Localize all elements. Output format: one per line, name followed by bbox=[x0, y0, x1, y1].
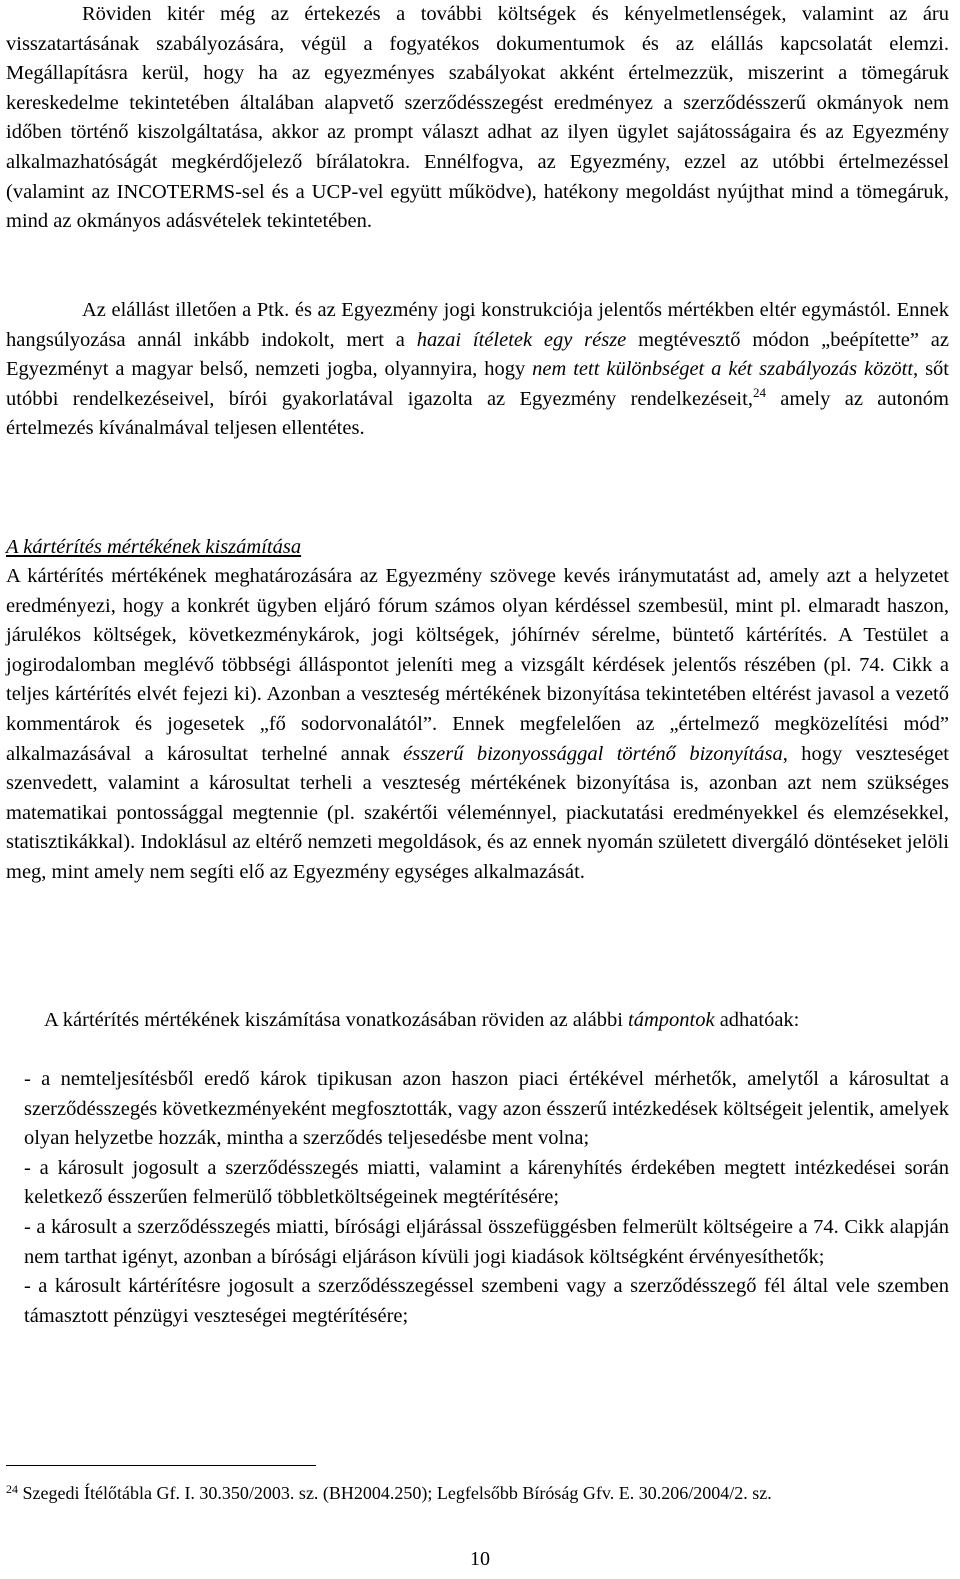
list-item: - a károsult jogosult a szerződésszegés miatti, valamint a kárenyhítés érdekében megtett intézkedései során keletkező ésszerűen felmerülő többletköltségeinek megtérítésére; bbox=[24, 1156, 949, 1209]
emphasis-tampontok: támpontok bbox=[628, 1009, 715, 1031]
list-item: - a károsult a szerződésszegés miatti, bírósági eljárással összefüggésben felmerült költségeire a 74. Cikk alapján nem tarthat igényt, azonban a bírósági eljáráson kívüli jogi kiadások költségként érvényesíthetők; bbox=[24, 1215, 949, 1268]
emphasis-nem-tett-kulonbseget: nem tett különbséget a két szabályozás között bbox=[532, 358, 914, 381]
paragraph-intro: Röviden kitér még az értekezés a további költségek és kényelmetlenségek, valamint az áru visszatartásának szabályozására, végül a fogyatékos dokumentumok és az elállás kapcsolatát elemzi. Megállapításra kerül, hogy ha az egyezményes szabályokat akként értelmezzük, miszerint a tömegáruk kereskedelme tekintetében általában alapvető szerződésszegést eredményez a szerződésszerű okmányok nem időben történő kiszolgáltatása, akkor az prompt választ adhat az ilyen ügylet sajátosságaira és az Egyezmény alkalmazhatóságát megkérdőjelező bírálatokra. Ennélfogva, az Egyezmény, ezzel az utóbbi értelmezéssel (valamint az INCOTERMS-sel és a UCP-vel együtt működve), hatékony megoldást nyújthat mind a tömegáruk, mind az okmányos adásvételek tekintetében. bbox=[6, 3, 949, 233]
section-title: A kártérítés mértékének kiszámítása bbox=[6, 536, 302, 558]
list-item: - a károsult kártérítésre jogosult a szerződésszegéssel szembeni vagy a szerződésszegő fél által vele szemben támasztott pénzügyi veszteségei megtérítésére; bbox=[24, 1275, 949, 1327]
footnote-text: Szegedi Ítélőtábla Gf. I. 30.350/2003. sz. (BH2004.250); Legfelsőbb Bíróság Gfv. E. 30.206/2004/2. sz. bbox=[18, 1483, 772, 1503]
paragraph-elallas: Az elállást illetően a Ptk. és az Egyezmény jogi konstrukciója jelentős mértékben eltér egymástól. Ennek hangsúlyozása annál inkább indokolt, mert a hazai ítéletek egy része megtévesztő módon „beépítette” az Egyezményt a magyar belső, nemzeti jogba, olyannyira, hogy nem tett különbséget a két szabályozás között, sőt utóbbi rendelkezéseivel, bírói gyakorlatával igazolta az Egyezmény rendelkezéseit,$^{24}$ amely az autonóm értelmezés kívánalmával teljesen ellentétes. bbox=[6, 299, 949, 440]
paragraph-tampontok: A kártérítés mértékének kiszámítása vonatkozásában röviden az alábbi támpontok adhatóak: bbox=[44, 1009, 800, 1031]
emphasis-hazai-iteletek: hazai ítéletek egy része bbox=[416, 328, 627, 351]
page-number: 10 bbox=[470, 1548, 490, 1570]
footnote bbox=[6, 1476, 949, 1506]
footnote-divider bbox=[6, 1465, 316, 1466]
tampontok-list bbox=[24, 1065, 949, 1331]
list-item: - a nemteljesítésből eredő károk tipikusan azon haszon piaci értékével mérhetők, amelytől a károsultat a szerződésszegés következményeként megfosztották, vagy azon ésszerű intézkedések költségeit jelentik, amelyek olyan helyzetbe hozzák, mintha a szerződés teljesedésbe ment volna; bbox=[24, 1068, 949, 1150]
emphasis-esszeru-bizonyossag: ésszerű bizonyossággal történő bizonyítása bbox=[403, 742, 783, 765]
footnote-number: 24 bbox=[6, 1482, 18, 1496]
footnote-reference: 24 bbox=[752, 384, 766, 400]
paragraph-karterites: A kártérítés mértékének meghatározására az Egyezmény szövege kevés iránymutatást ad, amely azt a helyzetet eredményezi, hogy a konkrét ügyben eljáró fórum számos olyan kérdéssel szembesül, mint pl. elmaradt haszon, járulékos költségek, következménykárok, jogi költségek, jóhírnév sérelme, büntető kártérítés. A Testület a jogirodalomban meglévő többségi álláspontot jeleníti meg a vizsgált kérdések jelentős részében (pl. 74. Cikk a teljes kártérítés elvét fejezi ki). Azonban a veszteség mértékének bizonyítása tekintetében eltérést javasol a vezető kommentárok és jogesetek „fő sodorvonalától”. Ennek megfelelően az „értelmező megközelítési mód” alkalmazásával a károsultat terhelné annak ésszerű bizonyossággal történő bizonyítása, hogy veszteséget szenvedett, valamint a károsultat terheli a veszteség mértékének bizonyítása is, azonban azt nem szükséges matematikai pontossággal megtennie (pl. szakértői véleménnyel, piackutatási eredményekkel és elemzésekkel, statisztikákkal). Indoklásul az eltérő nemzeti megoldások, és az ennek nyomán született divergáló döntéseket jelöli meg, mint amely nem segíti elő az Egyezmény egységes alkalmazását. bbox=[6, 565, 950, 883]
